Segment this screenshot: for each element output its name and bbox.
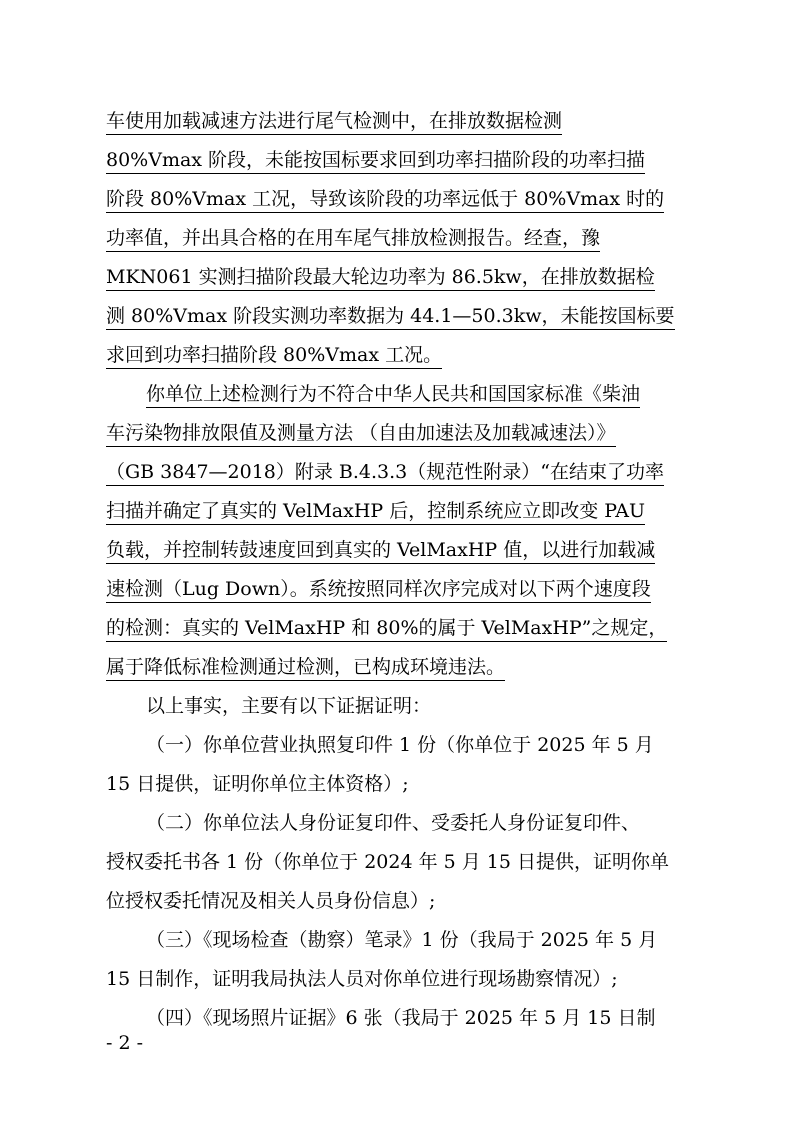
- underlined-text: 功率值，并出具合格的在用车尾气排放检测报告。经查，豫: [106, 227, 600, 252]
- underlined-text: 测 80%Vmax 阶段实测功率数据为 44.1—50.3kw，未能按国标要: [106, 305, 675, 330]
- page-number: - 2 -: [106, 1032, 144, 1054]
- underlined-text: 80%Vmax 阶段，未能按国标要求回到功率扫描阶段的功率扫描: [106, 149, 645, 174]
- underlined-text: 扫描并确定了真实的 VelMaxHP 后，控制系统应立即改变 PAU: [106, 500, 645, 525]
- underlined-text: 阶段 80%Vmax 工况，导致该阶段的功率远低于 80%Vmax 时的: [106, 188, 664, 213]
- text-line-15: [106, 652, 505, 682]
- text-line-11: [106, 496, 645, 526]
- text-line-23: [106, 964, 618, 994]
- text-line-24: [146, 1003, 656, 1033]
- plain-text: 15 日提供，证明你单位主体资格）;: [106, 773, 409, 795]
- plain-text: （三）《现场检查（勘察）笔录》1 份（我局于 2025 年 5 月: [146, 929, 658, 951]
- plain-text: 授权委托书各 1 份（你单位于 2024 年 5 月 15 日提供，证明你单: [106, 851, 670, 873]
- underlined-text: 你单位上述检测行为不符合中华人民共和国国家标准《柴油: [146, 383, 640, 408]
- text-line-12: [106, 535, 655, 565]
- text-line-16: [146, 691, 431, 721]
- text-line-19: [146, 808, 640, 838]
- text-line-4: [106, 223, 600, 253]
- underlined-text: 车使用加载减速方法进行尾气检测中，在排放数据检测: [106, 110, 562, 135]
- plain-text: （四）《现场照片证据》6 张（我局于 2025 年 5 月 15 日制: [146, 1007, 656, 1029]
- text-line-13: [106, 574, 651, 604]
- underlined-text: 求回到功率扫描阶段 80%Vmax 工况。: [106, 344, 442, 369]
- text-line-21: [106, 886, 435, 916]
- text-line-22: [146, 925, 657, 955]
- text-line-6: [106, 301, 675, 331]
- underlined-text: 属于降低标准检测通过检测，已构成环境违法。: [106, 656, 505, 681]
- text-line-18: [106, 769, 409, 799]
- underlined-text: 速检测（Lug Down）。系统按照同样次序完成对以下两个速度段: [106, 578, 651, 603]
- underlined-text: 的检测：真实的 VelMaxHP 和 80%的属于 VelMaxHP”之规定，: [106, 617, 667, 642]
- text-line-1: [106, 106, 562, 136]
- text-line-14: [106, 613, 667, 643]
- text-line-7: [106, 340, 442, 370]
- plain-text: （一）你单位营业执照复印件 1 份（你单位于 2025 年 5 月: [146, 734, 654, 756]
- text-line-20: [106, 847, 669, 877]
- text-line-2: [106, 145, 645, 175]
- plain-text: （二）你单位法人身份证复印件、受委托人身份证复印件、: [146, 812, 641, 834]
- underlined-text: （GB 3847—2018）附录 B.4.3.3（规范性附录）“在结束了功率: [106, 461, 664, 486]
- underlined-text: 负载，并控制转鼓速度回到真实的 VelMaxHP 值，以进行加载减: [106, 539, 655, 564]
- text-line-8: [146, 379, 640, 409]
- plain-text: 位授权委托情况及相关人员身份信息）;: [106, 890, 436, 912]
- text-line-5: [106, 262, 655, 292]
- text-line-9: [106, 418, 616, 448]
- text-line-17: [146, 730, 654, 760]
- underlined-text: 车污染物排放限值及测量方法 （自由加速法及加载减速法）》: [106, 422, 616, 447]
- underlined-text: MKN061 实测扫描阶段最大轮边功率为 86.5kw，在排放数据检: [106, 266, 655, 291]
- plain-text: 15 日制作，证明我局执法人员对你单位进行现场勘察情况）;: [106, 968, 618, 990]
- plain-text: 以上事实，主要有以下证据证明：: [146, 695, 432, 717]
- text-line-10: [106, 457, 664, 487]
- text-line-3: [106, 184, 664, 214]
